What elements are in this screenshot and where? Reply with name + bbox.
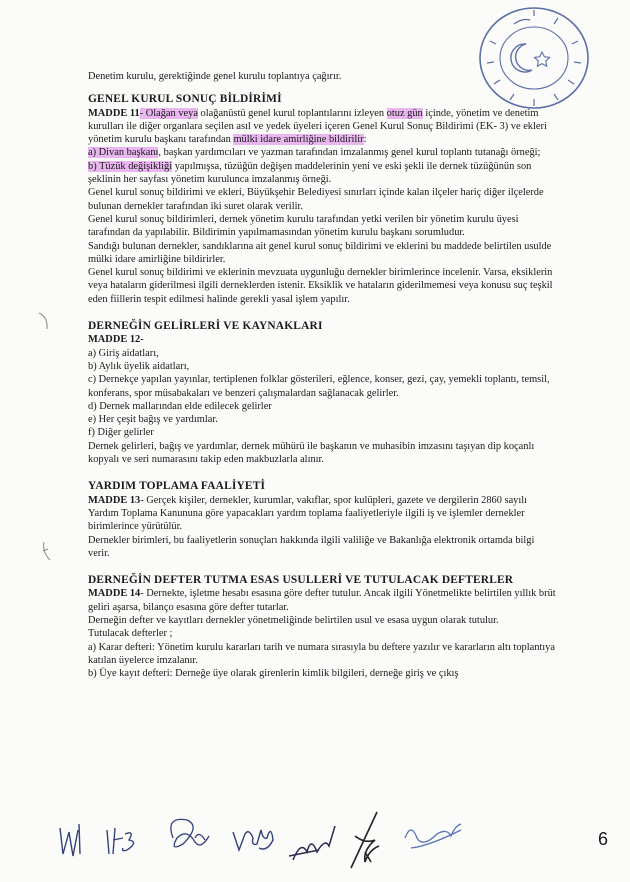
signature-7 bbox=[405, 824, 461, 848]
article-11 bbox=[88, 107, 558, 147]
list-item: a) Giriş aidatları, bbox=[88, 347, 159, 359]
list-item bbox=[88, 160, 558, 187]
heading-gelirler: DERNEĞİN GELİRLERİ VE KAYNAKLARI bbox=[88, 320, 323, 333]
highlighted-text: mülki idare amirliğine bildirilir bbox=[233, 134, 364, 146]
heading-defter-tutma: DERNEĞİN DEFTER TUTMA ESAS USULLERİ VE TUTULACAK DEFTERLER bbox=[88, 574, 514, 587]
signature-6 bbox=[351, 812, 379, 868]
article-label: MADDE 11 bbox=[88, 107, 140, 119]
article-label: MADDE 12- bbox=[88, 334, 144, 346]
paragraph: Tutulacak defterler ; bbox=[88, 628, 173, 640]
text-span: olağanüstü genel kurul toplantılarını izleyen bbox=[197, 107, 387, 119]
signature-4 bbox=[233, 830, 273, 850]
highlighted-text: b) Tüzük değişikliği bbox=[88, 160, 173, 172]
heading-yardim-toplama: YARDIM TOPLAMA FAALİYETİ bbox=[88, 480, 266, 493]
article-13 bbox=[88, 494, 558, 534]
margin-mark bbox=[40, 540, 52, 562]
intro-text: Denetim kurulu, gerektiğinde genel kurulu toplantıya çağırır. bbox=[88, 71, 342, 82]
paragraph: Genel kurul sonuç bildirimi ve eklerinin mevzuata uygunluğu dernekler birimlerince incelenir. Varsa, eksiklerin veya hataların giderilmesi ilgili derneklerden istenir. Eksiklik ve hataların giderilmemesi veya konusu suç teşkil eden fiillerin tespit edilmesi halinde gerekli yasal işlem yapılır. bbox=[88, 267, 553, 305]
list-item: b) Aylık üyelik aidatları, bbox=[88, 360, 190, 372]
list-item: d) Dernek mallarından elde edilecek gelirler bbox=[88, 400, 272, 412]
highlighted-text: a) Divan başkanı bbox=[88, 147, 159, 159]
signature-1 bbox=[60, 824, 80, 856]
paragraph: Genel kurul sonuç bildirimi ve ekleri, Büyükşehir Belediyesi sınırları içinde kalan ilçeler hariç diğer ilçelerde bulunan dernekler tarafından iki suret olarak verilir. bbox=[88, 187, 544, 212]
highlighted-text: otuz gün bbox=[386, 107, 423, 119]
list-item: f) Diğer gelirler bbox=[88, 427, 154, 439]
list-item: b) Üye kayıt defteri: Derneğe üye olarak girenlerin kimlik bilgileri, derneğe giriş ve çıkış bbox=[88, 668, 459, 680]
signature-2 bbox=[107, 828, 134, 854]
paragraph: Dernek gelirleri, bağış ve yardımlar, dernek mühürü ile başkanın ve muhasibin imzasını taşıyan dip koçanlı kopyalı ve seri numarasını takip eden makbuzlarla alınır. bbox=[88, 440, 535, 466]
text-span: , başkan yardımcıları ve yazman tarafından imzalanmış genel kurul toplantı tutanağı örneği; bbox=[158, 147, 541, 159]
article-14 bbox=[88, 587, 558, 614]
heading-genel-kurul: GENEL KURUL SONUÇ BİLDİRİMİ bbox=[88, 93, 282, 106]
paragraph: Dernekler birimleri, bu faaliyetlerin sonuçları hakkında ilgili valiliğe ve Bakanlığa elektronik ortamda bilgi verir. bbox=[88, 534, 535, 559]
text-span: içinde, yönetim ve denetim kurulları ile diğer organlara seçilen asıl ve yedek üyeleri içeren Genel Kurul Sonuç Bildirimi (EK- 3) ve ekleri yönetim kurulu başkanı tarafından bbox=[88, 107, 547, 146]
text-span: : bbox=[363, 134, 367, 146]
list-item bbox=[88, 146, 558, 159]
document-body bbox=[88, 70, 558, 680]
highlighted-text: - Olağan veya bbox=[139, 107, 198, 119]
list-item: a) Karar defteri: Yönetim kurulu kararları tarih ve numara sırasıyla bu deftere yazılır ve kararların altı toplantıya katılan üyelerce imzalanır. bbox=[88, 641, 555, 666]
page-number: 6 bbox=[598, 829, 609, 849]
paragraph: Derneğin defter ve kayıtları dernekler yönetmeliğinde belirtilen usul ve esasa uygun olarak tutulur. bbox=[88, 614, 499, 626]
text-span: - Gerçek kişiler, dernekler, kurumlar, vakıflar, spor kulüpleri, gazete ve dergilerin 2860 sayılı Yardım Toplama Kanununa göre yapacakları yardım toplama faaliyetleriyle ilgili iş ve işlemler dernekler birimlerince yürütülür. bbox=[88, 494, 528, 533]
list-item: e) Her çeşit bağış ve yardımlar. bbox=[88, 414, 218, 426]
text-span: yapılmışsa, tüzüğün değişen maddelerinin yeni ve eski şekli ile dernek tüzüğünün son şeklinin her sayfası yönetim kurulunca imzalanmış örneği. bbox=[88, 160, 532, 186]
article-label: MADDE 14 bbox=[88, 588, 141, 600]
text-span: - Dernekte, işletme hesabı esasına göre defter tutulur. Ancak ilgili Yönetmelikte belirtilen yıllık brüt geliri aşarsa, bilanço esasına göre defter tutarlar. bbox=[88, 588, 556, 613]
signatures bbox=[55, 808, 485, 878]
signature-3 bbox=[171, 819, 209, 847]
list-item: c) Dernekçe yapılan yayınlar, tertiplenen folklar gösterileri, eğlence, konser, gezi, çay, yemekli toplantı, temsil, konferans, spor müsabakaları ve benzeri çalışmalardan sağlanacak gelirler. bbox=[88, 374, 550, 399]
article-label: MADDE 13 bbox=[88, 494, 141, 506]
margin-mark bbox=[37, 310, 51, 332]
paragraph: Sandığı bulunan dernekler, sandıklarına ait genel kurul sonuç bildirimi ve eklerini bu maddede belirtilen usulde mülki idare amirliğine bildirirler. bbox=[88, 240, 552, 265]
signature-5 bbox=[289, 826, 335, 860]
paragraph: Genel kurul sonuç bildirimleri, dernek yönetim kurulu tarafından yetki verilen bir yönetim kurulu üyesi tarafından da yapılabilir. Bildirimin yapılmamasından yönetim kurulu başkanı sorumludur. bbox=[88, 213, 519, 239]
